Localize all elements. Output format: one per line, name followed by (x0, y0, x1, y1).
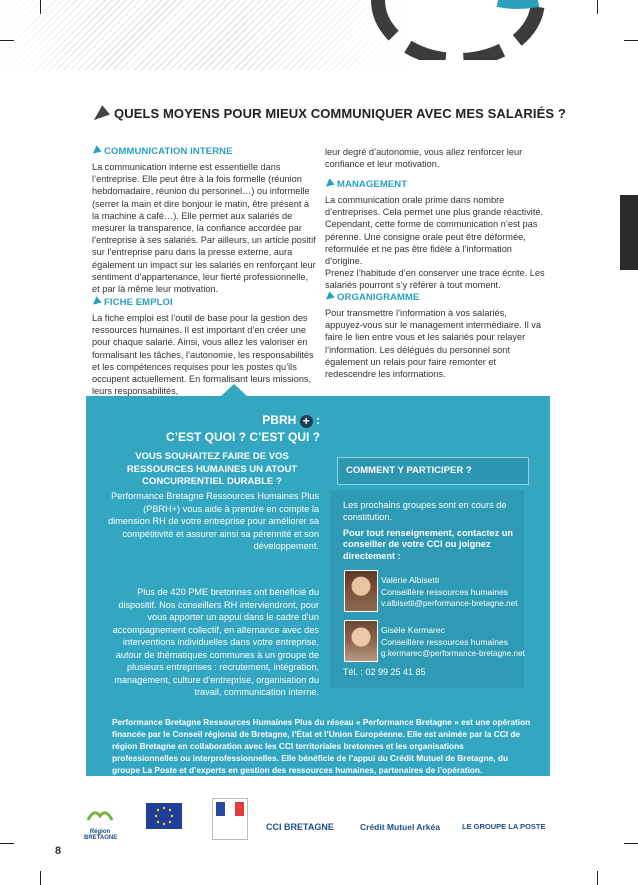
crop-mark (597, 0, 598, 14)
section-text: La communication orale prime dans nombre d’entreprises. Cela permet une plus grande réactivité. Cependant, cette forme de communication n’est pas pérenne. Une consigne orale peut être déformée, reformulée et ne pas être fidèle à l’information d’origine. (325, 195, 544, 267)
crop-mark (624, 40, 638, 41)
section-organigramme (325, 292, 547, 380)
section-title: MANAGEMENT (325, 179, 547, 190)
header-hatch-fade (0, 0, 410, 70)
side-tab-marker (620, 195, 638, 270)
section-text: Pour transmettre l’information à vos salariés, appuyez-vous sur le management intermédiaire. Il va faire le lien entre vous et les salariés pour relayer l’information. Les délégués du personnel sont également un relais pour faire remonter et redescendre les informations. (325, 308, 542, 380)
pbrh-paragraph: Plus de 420 PME bretonnes ont bénéficié du dispositif. Nos conseillers RH interviendront, pour vous apporter un appui dans le cadre d’un accompagnement collectif, en alternance avec des interventions individuelles dans votre entreprise, autour de thématiques communes à un groupe de plusieurs entreprises : recrutement, intégration, management, culture d’entreprise, organisation du travail, communication interne. (112, 587, 319, 697)
crop-mark (40, 871, 41, 885)
pbrh-title: PBRH + : C’EST QUOI ? C’EST QUI ? (165, 413, 320, 444)
arrow-icon (90, 297, 101, 308)
crop-mark (624, 843, 638, 844)
section-title: FICHE EMPLOI (92, 297, 317, 308)
prefet-logo (212, 798, 248, 840)
region-bretagne-logo: Région BRETAGNE (84, 806, 116, 836)
section-title: COMMUNICATION INTERNE (92, 146, 317, 157)
section-text: La communication interne est essentielle dans l’entreprise. Elle peut être à la fois formelle (réunion hebdomadaire, réunion du personnel…) ou informelle (serrer la main et dire bonjour le matin, être présent à la machine à café…). Elle permet aux salariés de mesurer la transparence, la confiance accordée par l’entreprise à ses salariés. Par ailleurs, un article positif sur l’entreprise paru dans la presse externe, aura également un impact sur les salariés en renforçant leur sentiment d’appartenance, leur fierté professionnelle, et par là même leur motivation. (92, 162, 316, 295)
contact-card: Valérie Albisetti Conseillère ressources humaines v.albisetti@performance-bretagne.net (381, 575, 518, 608)
section-management (325, 179, 547, 292)
section-text-2: Prenez l’habitude d’en conserver une trace écrite. Les salariés pourront s’y référer à tout moment. (325, 268, 545, 291)
pbrh-paragraph: Performance Bretagne Ressources Humaines Plus (PBRH+) vous aide à prendre en compte la dimension RH de votre entreprise pour améliorer sa compétitivité et assurer ainsi sa pérennité et son développement. (108, 491, 319, 551)
arrow-icon (323, 179, 334, 190)
page-title: QUELS MOYENS POUR MIEUX COMMUNIQUER AVEC MES SALARIÉS ? (92, 106, 566, 121)
section-continuation (325, 146, 547, 170)
arrow-icon (90, 146, 101, 157)
section-communication-interne (92, 146, 317, 295)
footer-note: Performance Bretagne Ressources Humaines Plus du réseau « Performance Bretagne » est une opération financée par le Conseil régional de Bretagne, l’État et l’Union Européenne. Elle est animée par la CCI de région Bretagne en collaboration avec les CCI territoriales bretonnes et les organisations professionnelles ou interprofessionnelles. Elle bénéficie de l’appui du Crédit Mutuel de Bretagne, du groupe La Poste et d’experts en gestion des ressources humaines, partenaires de l’opération. (112, 717, 531, 775)
participer-header: COMMENT Y PARTICIPER ? (337, 457, 529, 485)
arrow-icon (323, 292, 334, 303)
section-title: ORGANIGRAMME (325, 292, 547, 303)
header-ring-decoration (358, 0, 558, 60)
la-poste-logo: LE GROUPE LA POSTE (462, 822, 546, 831)
avatar (344, 620, 378, 662)
participer-text: Les prochains groupes sont en cours de constitution. Pour tout renseignement, contactez un conseiller de votre CCI ou joignez directement : (343, 500, 513, 562)
crop-mark (0, 40, 14, 41)
section-fiche-emploi (92, 297, 317, 397)
contact-email[interactable]: g.kermarec@performance-bretagne.net (381, 649, 525, 658)
pbrh-subtitle: VOUS SOUHAITEZ FAIRE DE VOS RESSOURCES HUMAINES UN ATOUT CONCURRENTIEL DURABLE ? (126, 451, 298, 487)
panel-notch (220, 384, 248, 397)
crop-mark (40, 0, 41, 14)
section-text: La fiche emploi est l’outil de base pour la gestion des ressources humaines. Il est important d’en créer une pour chaque salarié. Ainsi, vous allez les valoriser en formalisant les tâches, l’autonomie, les responsabilités et les compétences requises pour les postes qu’ils occupent actuellement. En formalisant leurs missions, leurs responsabilités, (92, 313, 314, 397)
arrow-icon (90, 105, 110, 124)
contact-card: Gisèle Kermarec Conseillère ressources humaines g.kermarec@performance-bretagne.net (381, 625, 525, 658)
crop-mark (597, 871, 598, 885)
plus-icon: + (300, 415, 313, 428)
page-number: 8 (55, 845, 62, 857)
eu-flag-logo (146, 803, 182, 829)
telephone: Tél. : 02 99 25 41 85 (343, 667, 426, 677)
cci-bretagne-logo: CCI BRETAGNE (266, 822, 334, 832)
section-text: leur degré d’autonomie, vous allez renforcer leur confiance et leur motivation. (325, 147, 523, 170)
crop-mark (0, 843, 14, 844)
credit-mutuel-logo: Crédit Mutuel Arkéa (360, 822, 440, 832)
contact-email[interactable]: v.albisetti@performance-bretagne.net (381, 599, 518, 608)
avatar (344, 570, 378, 612)
